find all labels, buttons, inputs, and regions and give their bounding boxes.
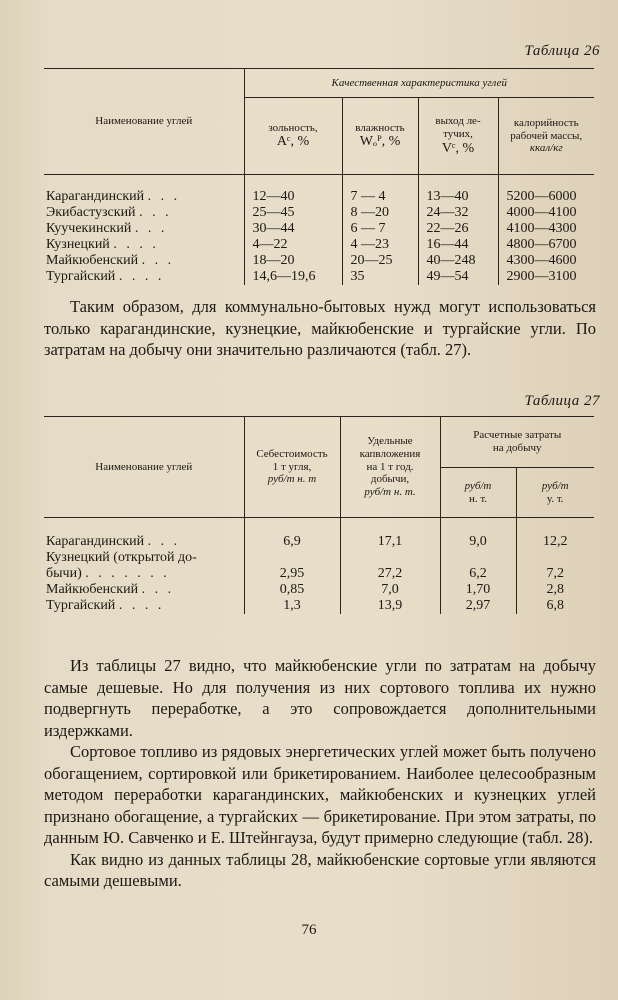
capex-cell: 13,9 xyxy=(340,598,440,614)
calorific-cell: 2900—3100 xyxy=(498,269,594,285)
t27-col-cost: Себестоимость 1 т угля, руб/т н. т xyxy=(244,417,340,518)
cost-per-nt-cell: 2,97 xyxy=(440,598,516,614)
table-row xyxy=(44,175,594,206)
coal-name-cell xyxy=(44,237,244,253)
leader-dots: . . . . xyxy=(118,598,165,613)
coal-name: Экибастузский xyxy=(46,205,136,220)
moisture-cell: 35 xyxy=(342,269,418,285)
table-row xyxy=(44,221,594,237)
leader-dots: . . . xyxy=(141,253,175,268)
coal-name: Майкюбенский xyxy=(46,253,139,268)
leader-dots: . . . . xyxy=(118,269,165,284)
table-26 xyxy=(44,68,594,285)
leader-dots: . . . . . . . xyxy=(85,566,170,581)
coal-name-cell xyxy=(44,269,244,285)
cost-per-ut-cell: 7,2 xyxy=(516,566,594,582)
leader-dots: . . . xyxy=(139,205,172,220)
volatile-cell: 49—54 xyxy=(418,269,498,285)
table-27 xyxy=(44,416,594,614)
page-number: 76 xyxy=(301,922,317,938)
calorific-cell: 4100—4300 xyxy=(498,221,594,237)
coal-name: Кузнецкий (открытой до- xyxy=(46,550,197,565)
coal-name: Карагандинский xyxy=(46,189,145,204)
cost-per-nt-cell: 9,0 xyxy=(440,518,516,551)
coal-name-cell xyxy=(44,550,244,566)
t26-col-moisture: влажность Wₒᴾ, % xyxy=(342,98,418,175)
cost-cell: 6,9 xyxy=(244,518,340,551)
coal-name: Карагандинский xyxy=(46,534,145,549)
t26-col-ash: зольность, Aᶜ, % xyxy=(244,98,342,175)
table-row xyxy=(44,269,594,285)
ash-cell: 25—45 xyxy=(244,205,342,221)
coal-name-cell xyxy=(44,566,244,582)
t26-col-volatile: выход ле- тучих, Vᶜ, % xyxy=(418,98,498,175)
table-row xyxy=(44,205,594,221)
capex-cell: 17,1 xyxy=(340,518,440,551)
coal-name: бычи) xyxy=(46,566,82,581)
leader-dots: . . . xyxy=(147,534,181,549)
paragraph-3: Сортовое топливо из рядовых энергетических углей может быть получено обогащением, сортировкой или брикетированием. Наиболее целесообразным методом переработки карагандинских, майкюбенских и кузнецких углей признано обогащение, а тургайских — брикетирование. При этом затраты, по данным Ю. Савченко и Е. Штейнгауза, будут примерно следующие (табл. 28). xyxy=(44,742,596,847)
coal-name-cell xyxy=(44,582,244,598)
coal-name-cell xyxy=(44,175,244,206)
leader-dots: . . . xyxy=(147,189,181,204)
paragraph-2: Из таблицы 27 видно, что майкюбенские угли по затратам на добычу самые дешевые. Но для получения из них сортового топлива их нужно подвергнуть переработке, а это сопровождается дополнительными издержками. xyxy=(44,656,596,740)
volatile-cell: 16—44 xyxy=(418,237,498,253)
table-row xyxy=(44,518,594,551)
moisture-cell: 4 —23 xyxy=(342,237,418,253)
ash-cell: 14,6—19,6 xyxy=(244,269,342,285)
t26-group-header: Качественная характеристика углей xyxy=(244,69,594,98)
t27-group-header: Расчетные затраты на добычу xyxy=(440,417,594,468)
t27-name-header: Наименование углей xyxy=(44,417,244,518)
cost-per-nt-cell: 1,70 xyxy=(440,582,516,598)
cost-per-nt-cell: 6,2 xyxy=(440,566,516,582)
paragraph-1: Таким образом, для коммунально-бытовых нужд могут использоваться только карагандинские, кузнецкие, майкюбенские и тургайские угли. По затратам на добычу они значительно различаются (табл. 27). xyxy=(44,297,596,359)
calorific-cell: 4000—4100 xyxy=(498,205,594,221)
leader-dots: . . . xyxy=(141,582,175,597)
cost-per-nt-cell xyxy=(440,550,516,566)
leader-dots: . . . . xyxy=(113,237,159,252)
cost-cell xyxy=(244,550,340,566)
paragraph-4: Как видно из данных таблицы 28, майкюбенские сортовые угли являются самыми дешевыми. xyxy=(44,849,596,890)
coal-name-cell xyxy=(44,221,244,237)
calorific-cell: 4300—4600 xyxy=(498,253,594,269)
coal-name: Майкюбенский xyxy=(46,582,139,597)
t27-col-per-nt: руб/т н. т. xyxy=(440,468,516,518)
leader-dots: . . . xyxy=(134,221,168,236)
coal-name-cell xyxy=(44,518,244,551)
moisture-cell: 8 —20 xyxy=(342,205,418,221)
coal-name: Тургайский xyxy=(46,269,116,284)
t27-col-per-ut: руб/т у. т. xyxy=(516,468,594,518)
volatile-cell: 24—32 xyxy=(418,205,498,221)
capex-cell xyxy=(340,550,440,566)
table-row xyxy=(44,566,594,582)
table-row xyxy=(44,237,594,253)
calorific-cell: 5200—6000 xyxy=(498,175,594,206)
cost-cell: 0,85 xyxy=(244,582,340,598)
cost-per-ut-cell: 12,2 xyxy=(516,518,594,551)
coal-name-cell xyxy=(44,598,244,614)
calorific-cell: 4800—6700 xyxy=(498,237,594,253)
coal-name: Куучекинский xyxy=(46,221,132,236)
cost-per-ut-cell: 2,8 xyxy=(516,582,594,598)
cost-cell: 1,3 xyxy=(244,598,340,614)
cost-per-ut-cell xyxy=(516,550,594,566)
cost-per-ut-cell: 6,8 xyxy=(516,598,594,614)
ash-cell: 30—44 xyxy=(244,221,342,237)
t27-col-capex: Удельные капвложения на 1 т год. добычи, руб/т н. т. xyxy=(340,417,440,518)
ash-cell: 12—40 xyxy=(244,175,342,206)
capex-cell: 27,2 xyxy=(340,566,440,582)
table-row xyxy=(44,550,594,566)
volatile-cell: 13—40 xyxy=(418,175,498,206)
body-text xyxy=(44,655,596,892)
t26-name-header: Наименование углей xyxy=(44,69,244,175)
cost-cell: 2,95 xyxy=(244,566,340,582)
moisture-cell: 6 — 7 xyxy=(342,221,418,237)
volatile-cell: 40—248 xyxy=(418,253,498,269)
coal-name-cell xyxy=(44,253,244,269)
table-26-caption: Таблица 26 xyxy=(524,43,600,59)
t26-col-calorific: калорийность рабочей массы, ккал/кг xyxy=(498,98,594,175)
table-row xyxy=(44,253,594,269)
moisture-cell: 7 — 4 xyxy=(342,175,418,206)
coal-name: Кузнецкий xyxy=(46,237,110,252)
table-row xyxy=(44,598,594,614)
ash-cell: 18—20 xyxy=(244,253,342,269)
table-27-caption: Таблица 27 xyxy=(524,393,600,409)
moisture-cell: 20—25 xyxy=(342,253,418,269)
coal-name: Тургайский xyxy=(46,598,116,613)
coal-name-cell xyxy=(44,205,244,221)
table-row xyxy=(44,582,594,598)
capex-cell: 7,0 xyxy=(340,582,440,598)
volatile-cell: 22—26 xyxy=(418,221,498,237)
ash-cell: 4—22 xyxy=(244,237,342,253)
